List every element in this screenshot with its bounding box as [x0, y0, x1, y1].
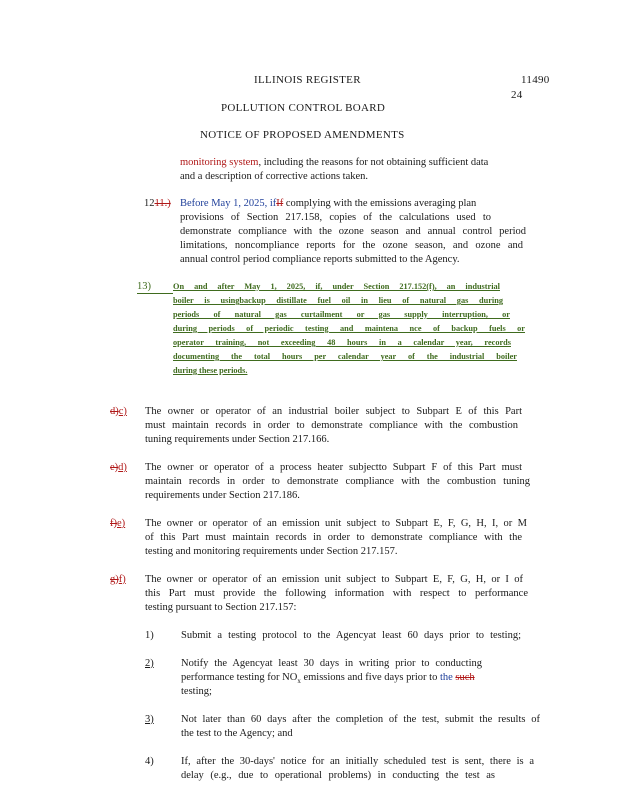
para-f-line-2: of this Part must maintain records in order to demonstrate compliance with the [145, 532, 522, 543]
para-d-line-1: The owner or operator of an industrial boiler subject to Subpart E of this Part [145, 406, 522, 417]
item-13-line-3: periods of natural gas curtailment or gas supply interruption, or [173, 310, 510, 319]
item-12-line-2: provisions of Section 217.158, copies of the calculations used to [180, 212, 491, 223]
item-12-line-1 [180, 197, 517, 211]
para-e-line-1: The owner or operator of a process heater subjectto Subpart F of this Part must [145, 462, 522, 473]
item-13-line-6: documenting the total hours per calendar year of the industrial boiler [173, 352, 517, 361]
para-g-line-2: this Part must provide the following information with respect to performance [145, 588, 528, 599]
item-13-number: 13) [137, 281, 151, 292]
para-e-line-2: maintain records in order to demonstrate compliance with the combustion tuning [145, 476, 530, 487]
sub-1-text: Submit a testing protocol to the Agencyat least 60 days prior to testing; [181, 630, 521, 641]
item-12-line-5: annual control period compliance reports submitted to the Agency. [180, 254, 460, 265]
board-name: POLLUTION CONTROL BOARD [221, 102, 386, 114]
item-13-line-4: during periods of periodic testing and maintena nce of backup fuels or [173, 324, 525, 333]
para-g-line-3: testing pursuant to Section 217.157: [145, 602, 297, 613]
sub-2-deleted-such: such [455, 672, 475, 683]
nox-subscript: x [297, 677, 301, 686]
sub-2-inserted-the: the [439, 672, 453, 683]
para-f-line-1: The owner or operator of an emission unit subject to Subpart E, F, G, H, I, or M [145, 518, 527, 529]
intro-line-1 [180, 156, 531, 170]
para-d-line-2: must maintain records in order to demonstrate compliance with the combustion [145, 420, 518, 431]
para-f-deleted-label: f) [110, 518, 117, 529]
page-number: 11490 [521, 74, 550, 86]
sub-2-line-3: testing; [181, 686, 212, 697]
sub-4-line-2: delay (e.g., due to operational problems) in conducting the test as [181, 770, 495, 781]
sub-1-number: 1) [145, 630, 154, 641]
item-12-number [144, 197, 171, 211]
sub-4-line-1: If, after the 30-days' notice for an initially scheduled test is sent, there is a [181, 756, 534, 767]
item-12-inserted-prefix: Before May 1, 2025, if [180, 198, 277, 209]
para-e-label [110, 461, 127, 475]
item-12-line-3: demonstrate compliance with the ozone season and annual control period [180, 226, 526, 237]
para-f-new-label: e) [117, 518, 126, 529]
para-g-label [110, 573, 126, 587]
item-12-new-number: 12 [144, 198, 155, 209]
notice-title: NOTICE OF PROPOSED AMENDMENTS [200, 129, 405, 141]
intro-line-2: and a description of corrective actions taken. [180, 171, 369, 182]
item-13-line-1: On and after May 1, 2025, if, under Section 217.152(f), an industrial [173, 282, 500, 291]
sub-2-line-2-pre: performance testing for NO [181, 672, 298, 683]
sub-2-line-2 [181, 671, 475, 688]
sub-4-number: 4) [145, 756, 154, 767]
page-suffix: 24 [511, 89, 523, 101]
para-d-deleted-label: d) [110, 406, 119, 417]
item-12-line-1-rest: complying with the emissions averaging plan [283, 198, 477, 209]
para-d-line-3: tuning requirements under Section 217.166. [145, 434, 330, 445]
item-12-deleted-if: If [276, 198, 284, 209]
sub-3-line-1: Not later than 60 days after the completion of the test, submit the results of [181, 714, 540, 725]
register-title: ILLINOIS REGISTER [254, 74, 361, 86]
para-d-new-label: c) [118, 406, 127, 417]
sub-3-number: 3) [145, 714, 154, 725]
item-13-line-5: operator training, not exceeding 48 hours in a calendar year, records [173, 338, 511, 347]
item-13-line-7: during these periods. [173, 366, 248, 375]
sub-2-line-2-post: emissions and five days prior to [300, 672, 440, 683]
item-12-deleted-number: 11.) [154, 198, 171, 209]
para-g-line-1: The owner or operator of an emission unit subject to Subpart E, F, G, H, or I of [145, 574, 523, 585]
sub-2-number: 2) [145, 658, 154, 669]
para-g-deleted-label: g) [110, 574, 119, 585]
sub-2-line-1: Notify the Agencyat least 30 days in writing prior to conducting [181, 658, 482, 669]
item-12-line-4: limitations, noncompliance reports for the ozone season, and ozone and [180, 240, 523, 251]
para-g-new-label: f) [118, 574, 126, 585]
para-f-label [110, 517, 125, 531]
para-f-line-3: testing and monitoring requirements under Section 217.157. [145, 546, 398, 557]
intro-line-1-rest: , including the reasons for not obtaining sufficient data [258, 157, 489, 168]
para-e-line-3: requirements under Section 217.186. [145, 490, 300, 501]
inserted-monitoring-system: monitoring system [180, 157, 259, 168]
sub-3-line-2: the test to the Agency; and [181, 728, 293, 739]
para-e-new-label: d) [118, 462, 127, 473]
item-13-number-underline [137, 293, 173, 294]
item-13-line-2: boiler is usingbackup distillate fuel oil in lieu of natural gas during [173, 296, 503, 305]
para-d-label [110, 405, 127, 419]
para-e-deleted-label: e) [110, 462, 119, 473]
